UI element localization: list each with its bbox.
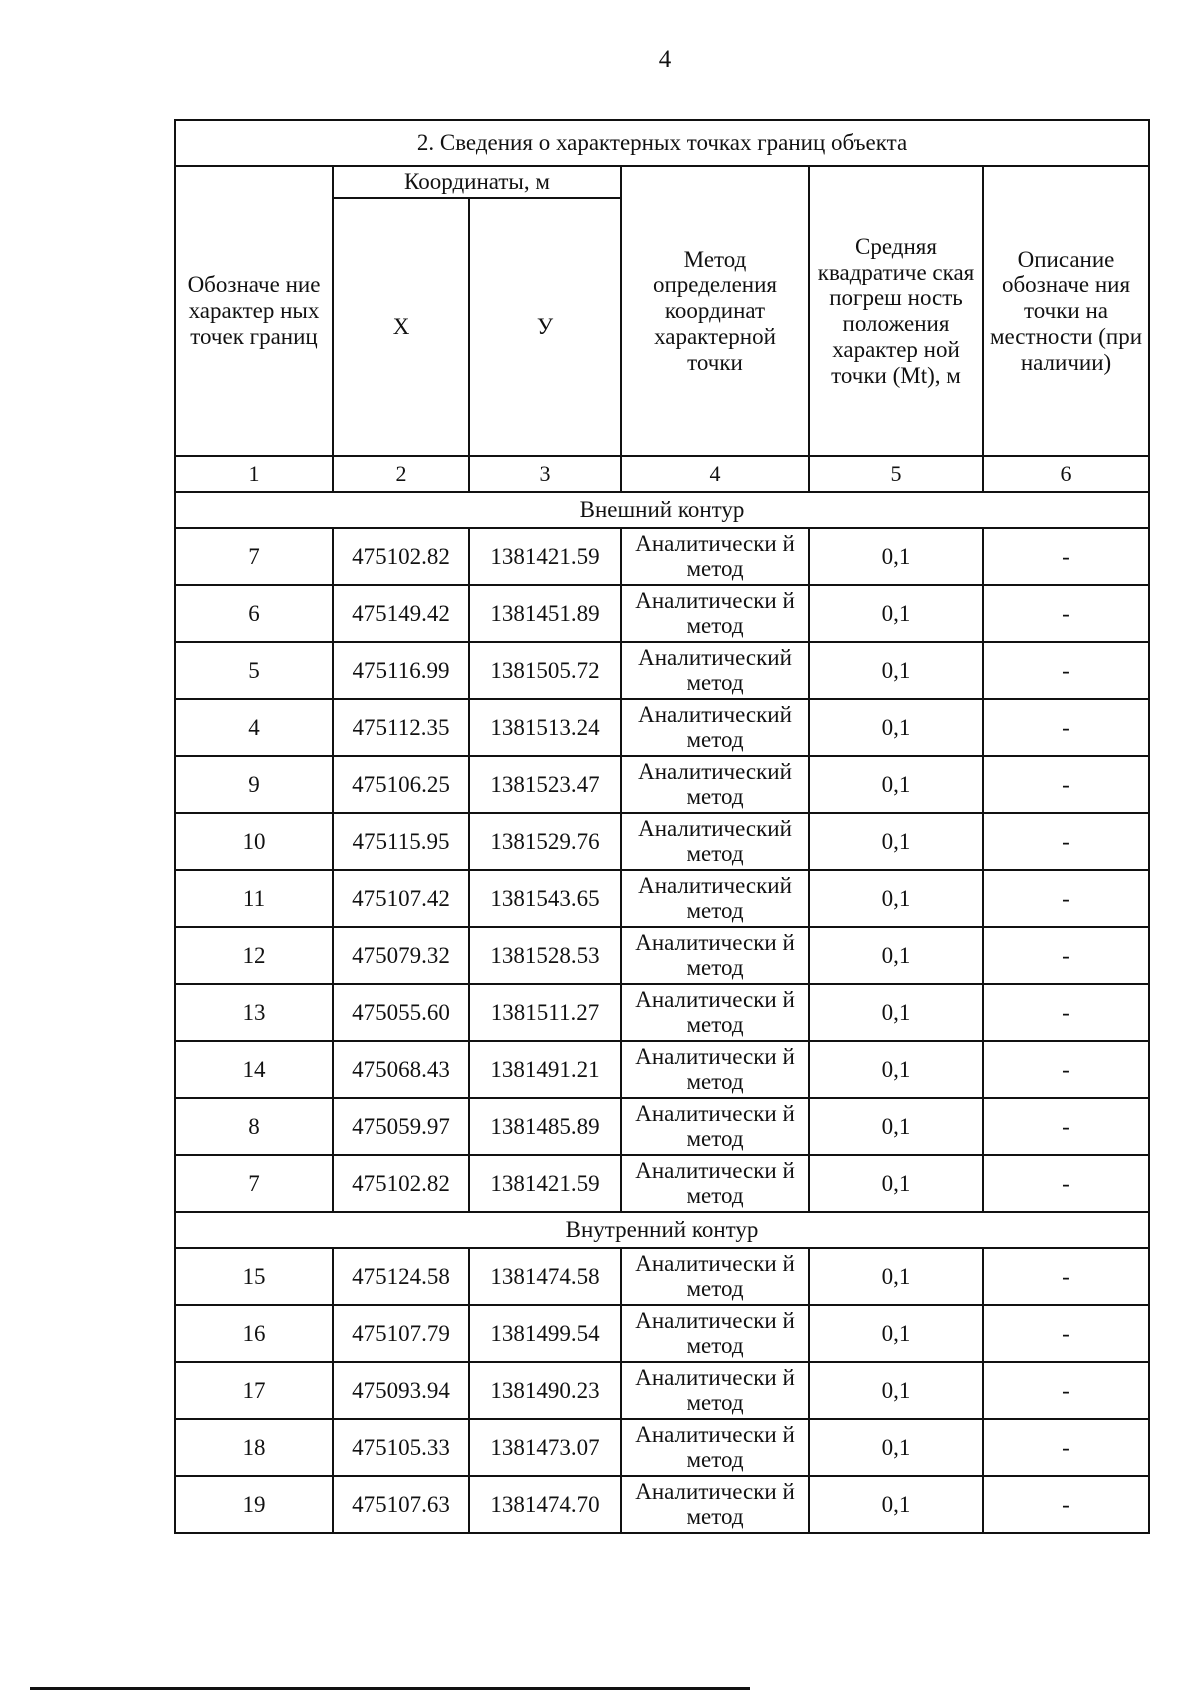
point-cell: 17: [175, 1362, 333, 1419]
description-cell: -: [983, 927, 1149, 984]
description-cell: -: [983, 870, 1149, 927]
header-coordinates: Координаты, м: [333, 166, 621, 198]
x-coordinate-cell: 475149.42: [333, 585, 469, 642]
y-coordinate-cell: 1381474.58: [469, 1248, 621, 1305]
method-cell: Аналитический метод: [621, 756, 809, 813]
y-coordinate-cell: 1381505.72: [469, 642, 621, 699]
method-cell: Аналитически й метод: [621, 585, 809, 642]
x-coordinate-cell: 475093.94: [333, 1362, 469, 1419]
x-coordinate-cell: 475116.99: [333, 642, 469, 699]
table-row: [175, 984, 1149, 1041]
description-cell: -: [983, 1041, 1149, 1098]
mean-square-error-cell: 0,1: [809, 870, 983, 927]
x-coordinate-cell: 475106.25: [333, 756, 469, 813]
inner-contour-rows: [175, 1248, 1149, 1533]
description-cell: -: [983, 585, 1149, 642]
table-row: [175, 642, 1149, 699]
y-coordinate-cell: 1381485.89: [469, 1098, 621, 1155]
mean-square-error-cell: 0,1: [809, 1248, 983, 1305]
method-cell: Аналитически й метод: [621, 1041, 809, 1098]
method-cell: Аналитически й метод: [621, 1098, 809, 1155]
mean-square-error-cell: 0,1: [809, 927, 983, 984]
description-cell: -: [983, 699, 1149, 756]
description-cell: -: [983, 1476, 1149, 1533]
column-number: 1: [175, 456, 333, 492]
header-method: Метод определения координат характерной точки: [621, 166, 809, 456]
y-coordinate-cell: 1381473.07: [469, 1419, 621, 1476]
page-number: 4: [658, 46, 672, 73]
header-point-designation: Обозначе ние характер ных точек границ: [175, 166, 333, 456]
outer-contour-rows: [175, 528, 1149, 1212]
description-cell: -: [983, 642, 1149, 699]
mean-square-error-cell: 0,1: [809, 984, 983, 1041]
x-coordinate-cell: 475102.82: [333, 528, 469, 585]
mean-square-error-cell: 0,1: [809, 528, 983, 585]
header-y: У: [469, 198, 621, 456]
table-row: [175, 1362, 1149, 1419]
mean-square-error-cell: 0,1: [809, 1476, 983, 1533]
description-cell: -: [983, 1305, 1149, 1362]
mean-square-error-cell: 0,1: [809, 1155, 983, 1212]
y-coordinate-cell: 1381523.47: [469, 756, 621, 813]
y-coordinate-cell: 1381491.21: [469, 1041, 621, 1098]
y-coordinate-cell: 1381421.59: [469, 528, 621, 585]
point-cell: 5: [175, 642, 333, 699]
description-cell: -: [983, 813, 1149, 870]
x-coordinate-cell: 475068.43: [333, 1041, 469, 1098]
table-row: [175, 1305, 1149, 1362]
description-cell: -: [983, 1362, 1149, 1419]
description-cell: -: [983, 984, 1149, 1041]
column-number: 3: [469, 456, 621, 492]
table-row: [175, 813, 1149, 870]
column-number: 5: [809, 456, 983, 492]
table-row: [175, 585, 1149, 642]
method-cell: Аналитически й метод: [621, 984, 809, 1041]
x-coordinate-cell: 475107.79: [333, 1305, 469, 1362]
x-coordinate-cell: 475112.35: [333, 699, 469, 756]
point-cell: 15: [175, 1248, 333, 1305]
mean-square-error-cell: 0,1: [809, 1419, 983, 1476]
description-cell: -: [983, 1155, 1149, 1212]
mean-square-error-cell: 0,1: [809, 756, 983, 813]
mean-square-error-cell: 0,1: [809, 1362, 983, 1419]
table-row: [175, 699, 1149, 756]
x-coordinate-cell: 475107.63: [333, 1476, 469, 1533]
method-cell: Аналитически й метод: [621, 528, 809, 585]
header-mean-square-error: Средняя квадратиче ская погреш ность положения характер ной точки (Mt), м: [809, 166, 983, 456]
x-coordinate-cell: 475055.60: [333, 984, 469, 1041]
column-number-row: [175, 456, 1149, 492]
inner-contour-title: Внутренний контур: [175, 1212, 1149, 1248]
point-cell: 4: [175, 699, 333, 756]
outer-contour-title: Внешний контур: [175, 492, 1149, 528]
method-cell: Аналитический метод: [621, 813, 809, 870]
y-coordinate-cell: 1381529.76: [469, 813, 621, 870]
table-row: [175, 927, 1149, 984]
x-coordinate-cell: 475115.95: [333, 813, 469, 870]
point-cell: 8: [175, 1098, 333, 1155]
point-cell: 10: [175, 813, 333, 870]
column-number: 6: [983, 456, 1149, 492]
x-coordinate-cell: 475107.42: [333, 870, 469, 927]
y-coordinate-cell: 1381511.27: [469, 984, 621, 1041]
y-coordinate-cell: 1381513.24: [469, 699, 621, 756]
point-cell: 11: [175, 870, 333, 927]
table-row: [175, 1419, 1149, 1476]
method-cell: Аналитический метод: [621, 870, 809, 927]
footer-rule: [30, 1687, 750, 1690]
y-coordinate-cell: 1381474.70: [469, 1476, 621, 1533]
point-cell: 6: [175, 585, 333, 642]
method-cell: Аналитический метод: [621, 699, 809, 756]
point-cell: 9: [175, 756, 333, 813]
table-row: [175, 1248, 1149, 1305]
point-cell: 7: [175, 528, 333, 585]
y-coordinate-cell: 1381528.53: [469, 927, 621, 984]
y-coordinate-cell: 1381421.59: [469, 1155, 621, 1212]
x-coordinate-cell: 475059.97: [333, 1098, 469, 1155]
section-title: 2. Сведения о характерных точках границ объекта: [175, 120, 1149, 166]
method-cell: Аналитически й метод: [621, 1362, 809, 1419]
table-row: [175, 1155, 1149, 1212]
mean-square-error-cell: 0,1: [809, 699, 983, 756]
column-number: 2: [333, 456, 469, 492]
x-coordinate-cell: 475102.82: [333, 1155, 469, 1212]
point-cell: 14: [175, 1041, 333, 1098]
table-row: [175, 1476, 1149, 1533]
description-cell: -: [983, 1419, 1149, 1476]
header-description: Описание обозначе ния точки на местности (при наличии): [983, 166, 1149, 456]
description-cell: -: [983, 528, 1149, 585]
point-cell: 19: [175, 1476, 333, 1533]
description-cell: -: [983, 1098, 1149, 1155]
description-cell: -: [983, 756, 1149, 813]
y-coordinate-cell: 1381543.65: [469, 870, 621, 927]
mean-square-error-cell: 0,1: [809, 642, 983, 699]
method-cell: Аналитически й метод: [621, 1155, 809, 1212]
x-coordinate-cell: 475124.58: [333, 1248, 469, 1305]
mean-square-error-cell: 0,1: [809, 813, 983, 870]
mean-square-error-cell: 0,1: [809, 1041, 983, 1098]
y-coordinate-cell: 1381490.23: [469, 1362, 621, 1419]
table-row: [175, 1041, 1149, 1098]
method-cell: Аналитический метод: [621, 642, 809, 699]
method-cell: Аналитически й метод: [621, 1305, 809, 1362]
header-x: Х: [333, 198, 469, 456]
method-cell: Аналитически й метод: [621, 927, 809, 984]
y-coordinate-cell: 1381451.89: [469, 585, 621, 642]
column-number: 4: [621, 456, 809, 492]
point-cell: 18: [175, 1419, 333, 1476]
x-coordinate-cell: 475105.33: [333, 1419, 469, 1476]
mean-square-error-cell: 0,1: [809, 1305, 983, 1362]
x-coordinate-cell: 475079.32: [333, 927, 469, 984]
method-cell: Аналитически й метод: [621, 1476, 809, 1533]
table-row: [175, 756, 1149, 813]
table-row: [175, 528, 1149, 585]
mean-square-error-cell: 0,1: [809, 1098, 983, 1155]
y-coordinate-cell: 1381499.54: [469, 1305, 621, 1362]
point-cell: 7: [175, 1155, 333, 1212]
table-row: [175, 870, 1149, 927]
table-row: [175, 1098, 1149, 1155]
point-cell: 16: [175, 1305, 333, 1362]
point-cell: 12: [175, 927, 333, 984]
description-cell: -: [983, 1248, 1149, 1305]
point-cell: 13: [175, 984, 333, 1041]
boundary-points-table: [174, 119, 1150, 1534]
method-cell: Аналитически й метод: [621, 1419, 809, 1476]
method-cell: Аналитически й метод: [621, 1248, 809, 1305]
mean-square-error-cell: 0,1: [809, 585, 983, 642]
